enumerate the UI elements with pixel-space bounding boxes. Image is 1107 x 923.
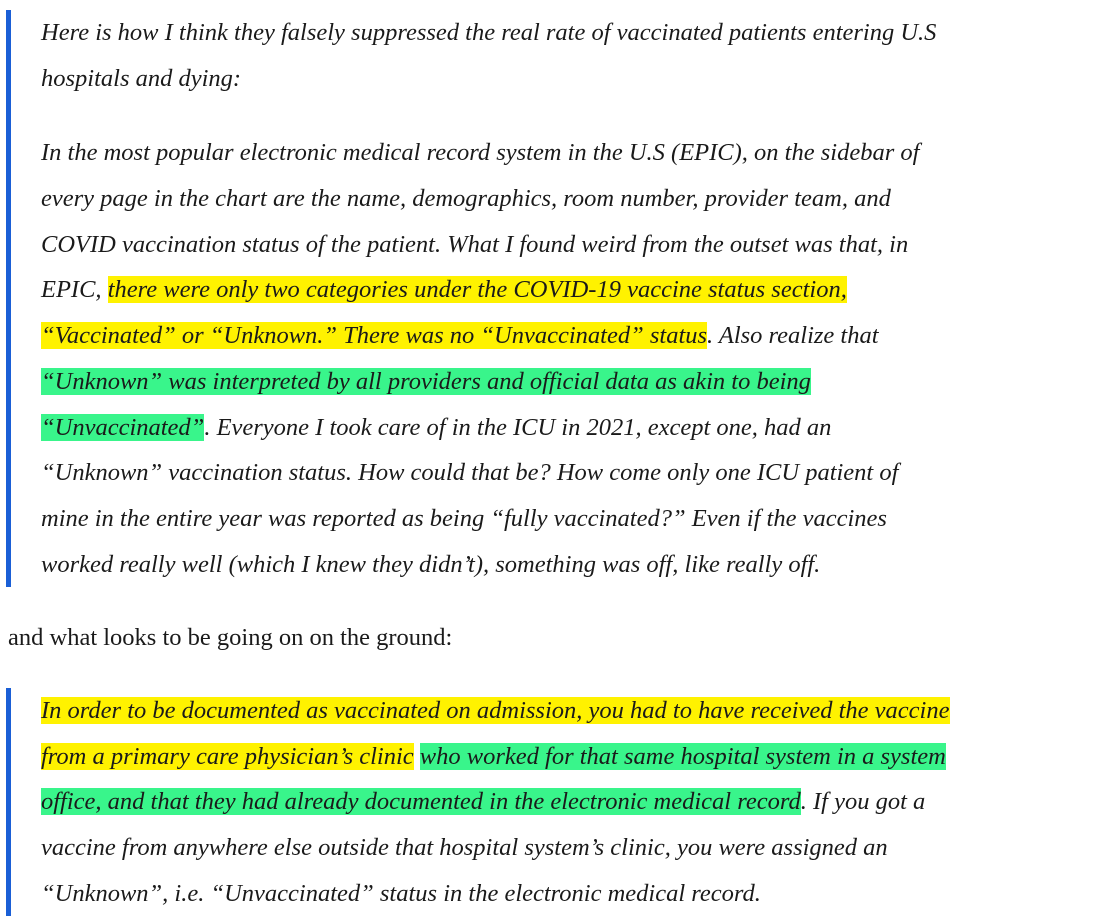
yellow-highlight: “Vaccinated” or “Unknown.” There was no “Unvaccinated” status: [41, 322, 708, 350]
plain-text: . Everyone I took care of in the ICU in 2021, except one, had an: [204, 413, 832, 441]
paragraph-gap: [41, 101, 936, 130]
plain-text: . Also realize that: [707, 322, 879, 350]
quote-line: mine in the entire year was reported as being “fully vaccinated?” Even if the vaccines: [41, 504, 887, 532]
quote-line: vaccine from anywhere else outside that hospital system’s clinic, you were assigned an: [41, 834, 888, 862]
quote-line: In the most popular electronic medical record system in the U.S (EPIC), on the sidebar of: [41, 139, 920, 167]
plain-text: EPIC,: [41, 276, 108, 304]
body-paragraph: and what looks to be going on on the ground:: [8, 624, 453, 651]
blockquote-admission-documentation: [6, 688, 950, 916]
yellow-highlight: In order to be documented as vaccinated on admission, you had to have received the vaccine: [41, 697, 950, 724]
yellow-highlight: from a primary care physician’s clinic: [41, 742, 414, 770]
green-highlight: “Unknown” was interpreted by all providers and official data as akin to being: [41, 367, 811, 395]
quote-line: hospitals and dying:: [41, 64, 242, 92]
plain-text: [414, 743, 420, 770]
quote-line: worked really well (which I knew they didn’t), something was off, like really off.: [41, 550, 821, 578]
quote-line: [41, 267, 936, 313]
yellow-highlight: there were only two categories under the COVID-19 vaccine status section,: [107, 276, 847, 304]
quote-line: [41, 779, 950, 825]
blockquote-epic-vaccine-status: [6, 10, 936, 587]
quote-line: [41, 688, 950, 734]
quote-line: “Unknown”, i.e. “Unvaccinated” status in the electronic medical record.: [41, 879, 761, 907]
quote-line: Here is how I think they falsely suppressed the real rate of vaccinated patients entering U.S: [41, 19, 937, 46]
quote-line: [41, 359, 936, 405]
quote-line: “Unknown” vaccination status. How could that be? How come only one ICU patient of: [41, 459, 899, 487]
plain-text: . If you got a: [800, 788, 926, 816]
green-highlight: “Unvaccinated”: [41, 413, 205, 441]
quote-line: [41, 734, 950, 780]
green-highlight: office, and that they had already documented in the electronic medical record: [41, 788, 801, 816]
quote-line: COVID vaccination status of the patient. What I found weird from the outset was that, in: [41, 230, 909, 258]
quote-line: [41, 405, 936, 451]
green-highlight: who worked for that same hospital system in a system: [419, 742, 946, 770]
quote-line: every page in the chart are the name, demographics, room number, provider team, and: [41, 185, 891, 213]
quote-line: [41, 313, 936, 359]
